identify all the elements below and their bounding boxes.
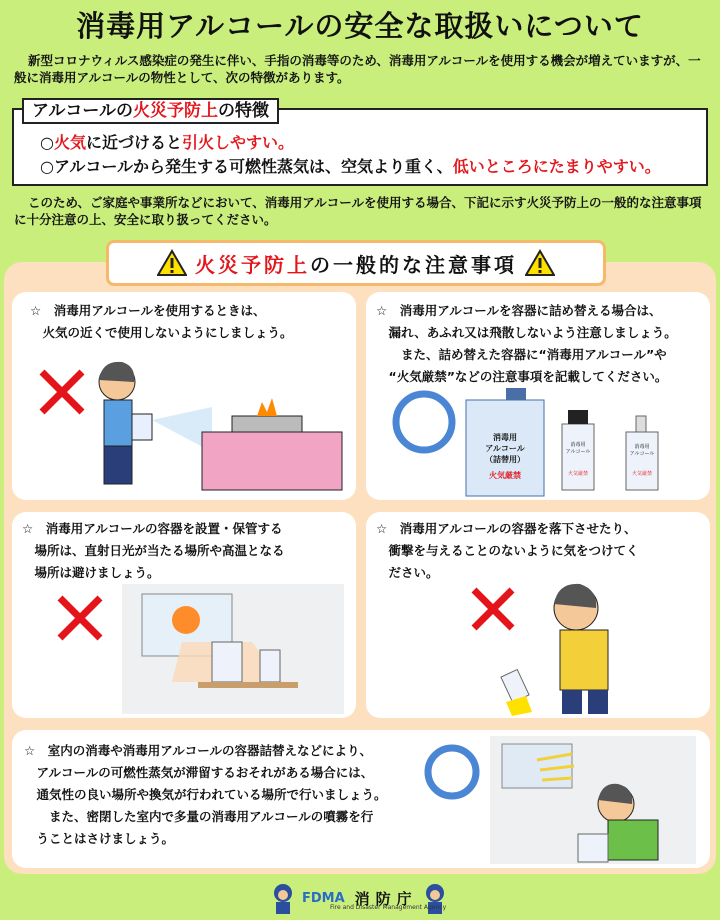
bottle-spray-warning: 火気厳禁: [567, 471, 588, 477]
bottle-pump-label: 消毒用 アルコール: [629, 444, 655, 457]
banner-text: の一般的な注意事項: [310, 252, 517, 277]
page-title: 消毒用アルコールの安全な取扱いについて: [76, 9, 644, 43]
agency-name: 消防庁: [354, 889, 418, 908]
illustration-refill-containers: [366, 292, 710, 500]
feature-vapor: ○アルコールから発生する可燃性蒸気は、空気より重く、: [40, 157, 453, 176]
card-no-fire-nearby: [12, 292, 356, 500]
illustration-spray-near-stove: [12, 292, 356, 500]
intro-paragraph: 新型コロナウィルス感染症の発生に伴い、手指の消毒等のため、消毒用アルコールを使用する機会が増えていますが、一般に消毒用アルコールの物性として、次の特徴があります。: [14, 53, 701, 85]
illustration-ventilated-room: [12, 730, 710, 868]
illustration-window-sunlight: [12, 512, 356, 718]
fdma-logo: FDMA: [302, 890, 345, 906]
person-shirt: [560, 630, 608, 690]
ok-circle-icon: [396, 394, 452, 450]
warning-icon: [525, 249, 555, 277]
bottle-big-warning: 火気厳禁: [489, 471, 521, 480]
bottle-pump-warning: 火気厳禁: [631, 471, 652, 477]
stove: [202, 398, 342, 490]
sun-icon: [172, 606, 200, 634]
feature-bullet: ○: [40, 133, 54, 152]
prohibited-x-icon: [42, 372, 82, 412]
card-ventilation: [12, 730, 710, 868]
feature-heading-pre: アルコールの: [32, 101, 133, 121]
agency-name-en: Fire and Disaster Management Agency: [330, 904, 447, 911]
feature-heading: [22, 98, 279, 124]
feature-ignite: 引火しやすい。: [182, 133, 295, 152]
person-shirt: [608, 820, 658, 860]
card-sunlight: [12, 512, 356, 718]
card-text: ☆ 消毒用アルコールの容器を落下させたり、 衝撃を与えることのないように気をつけてく ださい。: [376, 521, 639, 580]
card-refill: [366, 292, 710, 500]
feature-box: [12, 101, 708, 186]
card-text: ☆ 消毒用アルコールの容器を設置・保管する 場所は、直射日光が当たる場所や高温となる 場所は避けましょう。: [22, 521, 285, 580]
spray-bottle: [562, 424, 594, 490]
card-text: ☆ 室内の消毒や消毒用アルコールの容器詰替えなどにより、 アルコールの可燃性蒸気が滞留するおそれがある場合には、 通気性の良い場所や換気が行われている場所で行いましょう。 また、密閉した室内で多量の消毒用アルコールの噴霧を行 うことはさけましょう。: [24, 743, 387, 846]
feature-heading-red: 火災予防上: [132, 101, 218, 121]
firefighter-mascot-icon: [270, 882, 296, 914]
bottle-big-label: 消毒用 アルコール （詰替用）: [485, 433, 525, 464]
ok-circle-icon: [428, 748, 476, 796]
prohibited-x-icon: [474, 590, 512, 628]
feature-line-1: [40, 130, 294, 153]
banner-red-text: 火災予防上: [195, 252, 310, 277]
card-text: ☆ 消毒用アルコールを容器に詰め替える場合は、 漏れ、あふれ又は飛散しないよう注意しましょう。 また、詰め替えた容器に“消毒用アルコール”や “火気厳禁”などの注意事項を記載してください。: [376, 303, 677, 384]
precautions-banner: [106, 240, 606, 286]
feature-line-2: [40, 154, 661, 177]
card-text: ☆ 消毒用アルコールを使用するときは、 火気の近くで使用しないようにしましょう。: [30, 303, 293, 340]
feature-low-places: 低いところにたまりやすい。: [452, 157, 661, 176]
feature-heading-post: の特徴: [217, 101, 269, 121]
feature-fire: 火気: [53, 133, 86, 152]
illustration-dropping-bottle: [366, 512, 710, 718]
person-figure: [99, 362, 152, 484]
bottle-spray-label: 消毒用 アルコール: [565, 442, 591, 455]
prohibited-x-icon: [60, 598, 100, 638]
pump-bottle: [626, 432, 658, 490]
feature-approach: に近づけると: [85, 133, 182, 152]
card-no-drop: [366, 512, 710, 718]
warning-icon: [157, 249, 187, 277]
footer-agency: [270, 880, 460, 916]
intro2-paragraph: このため、ご家庭や事業所などにおいて、消毒用アルコールを使用する場合、下記に示す火災予防上の一般的な注意事項に十分注意の上、安全に取り扱ってください。: [14, 195, 702, 227]
